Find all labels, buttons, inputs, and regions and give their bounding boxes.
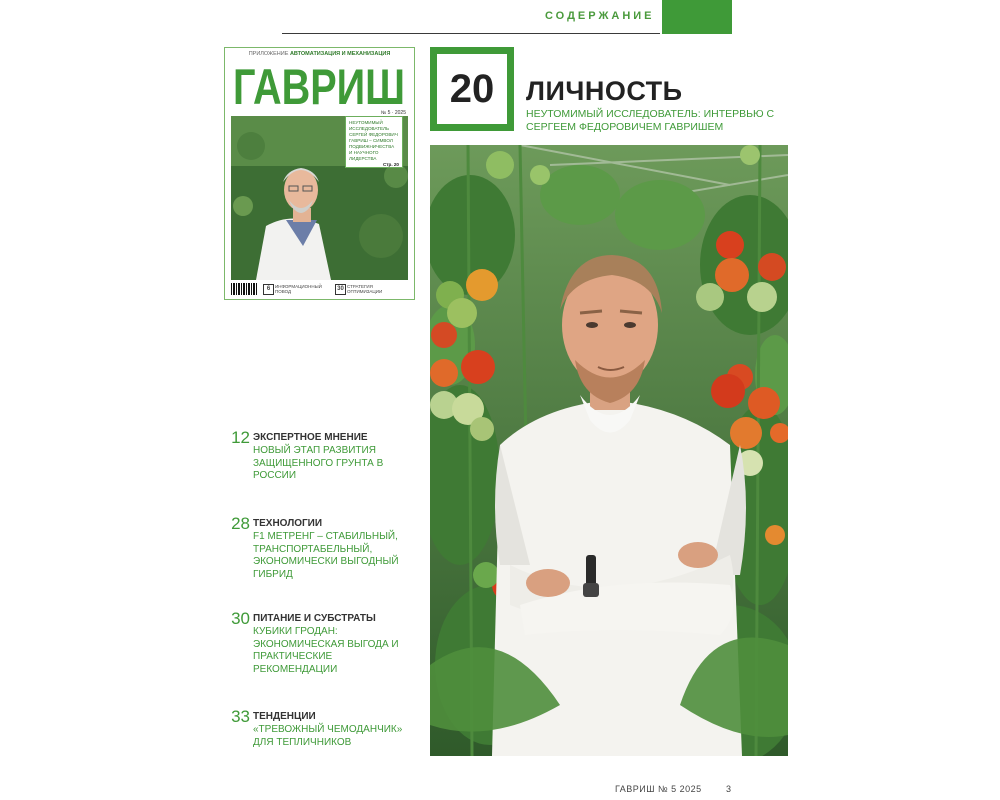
cover-box-line: НЕУТОМИМЫЙ — [349, 120, 383, 125]
cover-box-line: ГАВРИШ – СИМВОЛ — [349, 138, 393, 143]
toc-category: ПИТАНИЕ И СУБСТРАТЫ — [253, 613, 376, 624]
cover-footer-number: 6 — [263, 284, 274, 295]
feature-number-box — [430, 47, 514, 131]
cover-feature-box — [345, 116, 403, 168]
feature-photo — [430, 145, 788, 756]
toc-description: «ТРЕВОЖНЫЙ ЧЕМОДАНЧИК» ДЛЯ ТЕПЛИЧНИКОВ — [253, 724, 403, 748]
toc-description: F1 МЕТРЕНГ – СТАБИЛЬНЫЙ, ТРАНСПОРТАБЕЛЬНЫЙ, ЭКОНОМИЧЕСКИ ВЫГОДНЫЙ ГИБРИД — [253, 531, 399, 580]
toc-description: КУБИКИ ГРОДАН: ЭКОНОМИЧЕСКАЯ ВЫГОДА И ПРАКТИЧЕСКИЕ РЕКОМЕНДАЦИИ — [253, 626, 399, 675]
cover-kicker-prefix: ПРИЛОЖЕНИЕ — [248, 51, 289, 57]
cover-box-line: ЛИДЕРСТВА — [349, 156, 377, 161]
cover-footer — [231, 282, 408, 296]
toc-category: ЭКСПЕРТНОЕ МНЕНИЕ — [253, 432, 368, 443]
feature-subtitle[interactable]: НЕУТОМИМЫЙ ИССЛЕДОВАТЕЛЬ: ИНТЕРВЬЮ С СЕРГЕЕМ ФЕДОРОВИЧЕМ ГАВРИШЕМ — [526, 108, 775, 133]
cover-footer-text: СТРАТЕГИЯ ОПТИМИЗАЦИИ — [347, 284, 383, 294]
feature-title[interactable]: ЛИЧНОСТЬ — [526, 76, 683, 106]
toc-description: НОВЫЙ ЭТАП РАЗВИТИЯ ЗАЩИЩЕННОГО ГРУНТА В РОССИИ — [253, 445, 384, 481]
header-rule — [282, 33, 660, 34]
cover-title-text: ГАВРИШ — [233, 59, 405, 112]
feature-number: 20 — [437, 54, 507, 124]
cover-box-line: ПОДВИЖНИЧЕСТВА — [349, 144, 395, 149]
section-label: СОДЕРЖАНИЕ — [545, 10, 655, 22]
barcode-icon — [231, 283, 257, 295]
toc-page-number: 30 — [231, 609, 250, 628]
cover-masthead — [231, 56, 408, 112]
cover-box-page: Стр. 20 — [382, 162, 399, 167]
magazine-cover[interactable] — [224, 47, 415, 300]
cover-kicker-bold: АВТОМАТИЗАЦИЯ И МЕХАНИЗАЦИЯ — [289, 51, 391, 57]
cover-issue: № 5 · 2025 — [380, 110, 406, 116]
footer-page-number: 3 — [726, 784, 732, 794]
toc-page-number: 28 — [231, 514, 250, 533]
footer-magazine: ГАВРИШ № 5 2025 — [615, 784, 702, 794]
toc-category: ТЕНДЕНЦИИ — [253, 711, 316, 722]
cover-footer-number: 30 — [335, 284, 346, 295]
cover-footer-text: ИНФОРМАЦИОННЫЙ ПОВОД — [275, 284, 322, 294]
cover-box-line: СЕРГЕЙ ФЕДОРОВИЧ — [349, 132, 398, 137]
toc-page-number: 12 — [231, 428, 250, 447]
cover-box-line: И НАУЧНОГО — [349, 150, 379, 155]
toc-page-number: 33 — [231, 707, 250, 726]
toc-category: ТЕХНОЛОГИИ — [253, 518, 323, 529]
cover-box-line: ИССЛЕДОВАТЕЛЬ — [349, 126, 390, 131]
header-accent-block — [662, 0, 732, 34]
